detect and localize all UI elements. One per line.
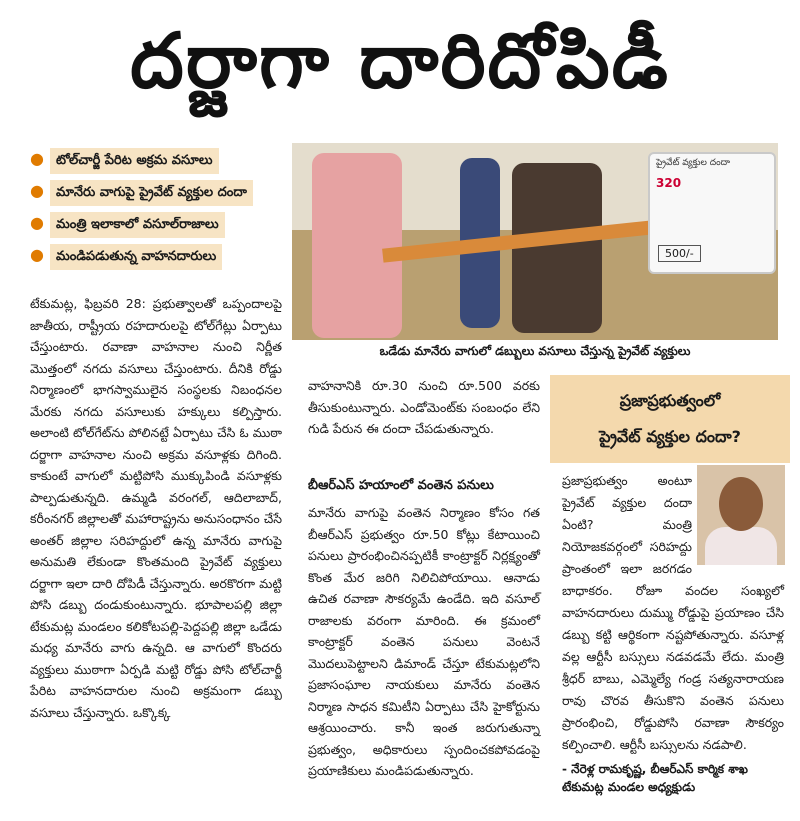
person-figure bbox=[312, 153, 402, 338]
photo-caption: ఒడేడు మానేరు వాగులో డబ్బులు వసూలు చేస్తున్న ప్రైవేట్ వ్యక్తులు bbox=[379, 344, 691, 358]
highlights-list bbox=[30, 148, 275, 276]
sidebar-body: ప్రజాప్రభుత్వం అంటూ ప్రైవేట్ వ్యక్తుల దందా ఏంటి? మంత్రి నియోజకవర్గంలో సరిహద్దు ప్రాంతంలో ఇలా జరగడం బాధాకరం. రోజూ వందల సంఖ్యలో వాహనదారులు దుమ్ము రోడ్డుపై ప్రయాణం చేసి డబ్బు కట్టి ఆర్థికంగా నష్టపోతున్నారు. వసూళ్ల వల్ల ఆర్టీసీ బస్సులు నడవడమే లేదు. మంత్రి శ్రీధర్ బాబు, ఎమ్మెల్యే గండ్ర సత్యనారాయణ రావు చొరవ తీసుకొని వంతెన పనులు ప్రారంభించి, రోడ్డుపోసి రవాణా సౌకర్యం కల్పించాలి. ఆర్టీసీ బస్సులను నడపాలి. bbox=[562, 473, 784, 752]
bullet-dot-icon: ● bbox=[30, 213, 44, 232]
motorbike-rider bbox=[512, 163, 602, 333]
bullet-dot-icon: ● bbox=[30, 149, 44, 168]
bullet-dot-icon: ● bbox=[30, 181, 44, 200]
article-column-2b: మానేరు వాగుపై వంతెన నిర్మాణం కోసం గత బీఆర్‌ఎస్ ప్రభుత్వం రూ.50 కోట్లు కేటాయించి పనులు ప్రారంభించినప్పటికీ కాంట్రాక్టర్ నిర్లక్ష్యంతో కొంత మేర జరిగి నిలిచిపోయాయి. ఆనాడు ఉచిత రవాణా సౌకర్యమే ఉండేది. ఇది వసూల్ రాజాలకు వరంగా మారింది. ఈ క్రమంలో కాంట్రాక్టర్ వంతెన పనులు వెంటనే మొదలుపెట్టాలని డిమాండ్ చేస్తూ టేకుమట్లలోని ప్రజాసంఘాల నాయకులు మానేరు వంతెన నిర్మాణ సాధన కమిటీని ఏర్పాటు చేసి హైకోర్టును ఆశ్రయించారు. కానీ ఇంత జరుగుతున్నా ప్రభుత్వం, అధికారులు స్పందించకపోవడంపై ప్రయాణికులు మండిపడుతున్నారు. bbox=[308, 505, 540, 778]
article-subheading: బీఆర్‌ఎస్ హయాంలో వంతెన పనులు bbox=[308, 478, 494, 493]
toll-receipt-inset: ప్రైవేట్ వ్యక్తుల దందా 320 500/- bbox=[648, 152, 776, 274]
highlight-item: ● మంత్రి ఇలాకాలో వసూల్‌రాజాలు bbox=[30, 212, 275, 238]
highlight-item: ● మానేరు వాగుపై ప్రైవేట్ వ్యక్తుల దందా bbox=[30, 180, 275, 206]
sidebar-box bbox=[550, 375, 790, 805]
highlight-item: ● మండిపడుతున్న వాహనదారులు bbox=[30, 244, 275, 270]
article-column-1: టేకుమట్ల, ఫిబ్రవరి 28: ప్రభుత్వాలతో ఒప్పందాలపై జాతీయ, రాష్ట్రీయ రహదారులపై టోల్‌గేట్లు ఏర్పాటు చేస్తుంటారు. రవాణా వాహనాల నుంచి నిర్ణీత మొత్తంలో నగదు వసూలు చేస్తుంటారు. దీనికి రోడ్డు నిర్మాణంలో భాగస్వాములైన సంస్థలకు నిబంధనల మేరకు నగదు వసూలుకు హక్కులు కల్పిస్తారు. అలాంటి టోల్‌గేట్‌ను పోలినట్టే ఏర్పాటు చేసి ఓ ముఠా దర్జాగా వాహనాల నుంచి అక్రమ వసూళ్లకు దిగింది. కాకుంటే వాగులో మట్టిపోసి ముక్కుపిండి వసూళ్లకు పాల్పడుతున్నది. ఉమ్మడి వరంగల్, ఆదిలాబాద్, కరీంనగర్ జిల్లాలతో మహారాష్ట్రను అనుసంధానం చేసే అంతర్ జిల్లాల సరిహద్దులో ఉన్న మానేరు వాగుపై అనుమతి లేకుండా కొంతమంది ప్రైవేట్ వ్యక్తులు దర్జాగా ఇలా దారి దోపిడీ చేస్తున్నారు. అరకొరగా మట్టి పోసి డబ్బు దండుకుంటున్నారు. భూపాలపల్లి జిల్లా టేకుమట్ల మండలం కలికోటపల్లి-పెద్దపల్లి జిల్లా ఒడేడు మధ్య మానేరు వాగు ఉన్నది. ఆ వాగులో కొందరు వ్యక్తులు ముఠాగా ఏర్పడి మట్టి రోడ్డు పోసి టోల్‌చార్జీ పేరిట వాహనదారుల నుంచి అక్రమంగా డబ్బు వసూలు చేస్తున్నారు. ఒక్కొక్క bbox=[30, 296, 282, 720]
sidebar-title: ప్రజాప్రభుత్వంలో ప్రైవేట్ వ్యక్తుల దందా? bbox=[550, 375, 790, 463]
sidebar-signature: - నేరెళ్ల రామకృష్ణ, బీఆర్‌ఎస్ కార్మిక శాఖ టేకుమట్ల మండల అధ్యక్షుడు bbox=[562, 762, 748, 794]
bullet-dot-icon: ● bbox=[30, 245, 44, 264]
article-column-2: వాహనానికి రూ.30 నుంచి రూ.500 వరకు తీసుకుంటున్నారు. ఎండోమెంట్‌కు సంబంధం లేని గుడి పేరున ఈ దందా చేపడుతున్నారు. bbox=[308, 378, 540, 436]
highlight-item: ● టోల్‌చార్జీ పేరిట అక్రమ వసూలు bbox=[30, 148, 275, 174]
headline: దర్జాగా దారిదోపిడీ bbox=[130, 16, 670, 105]
